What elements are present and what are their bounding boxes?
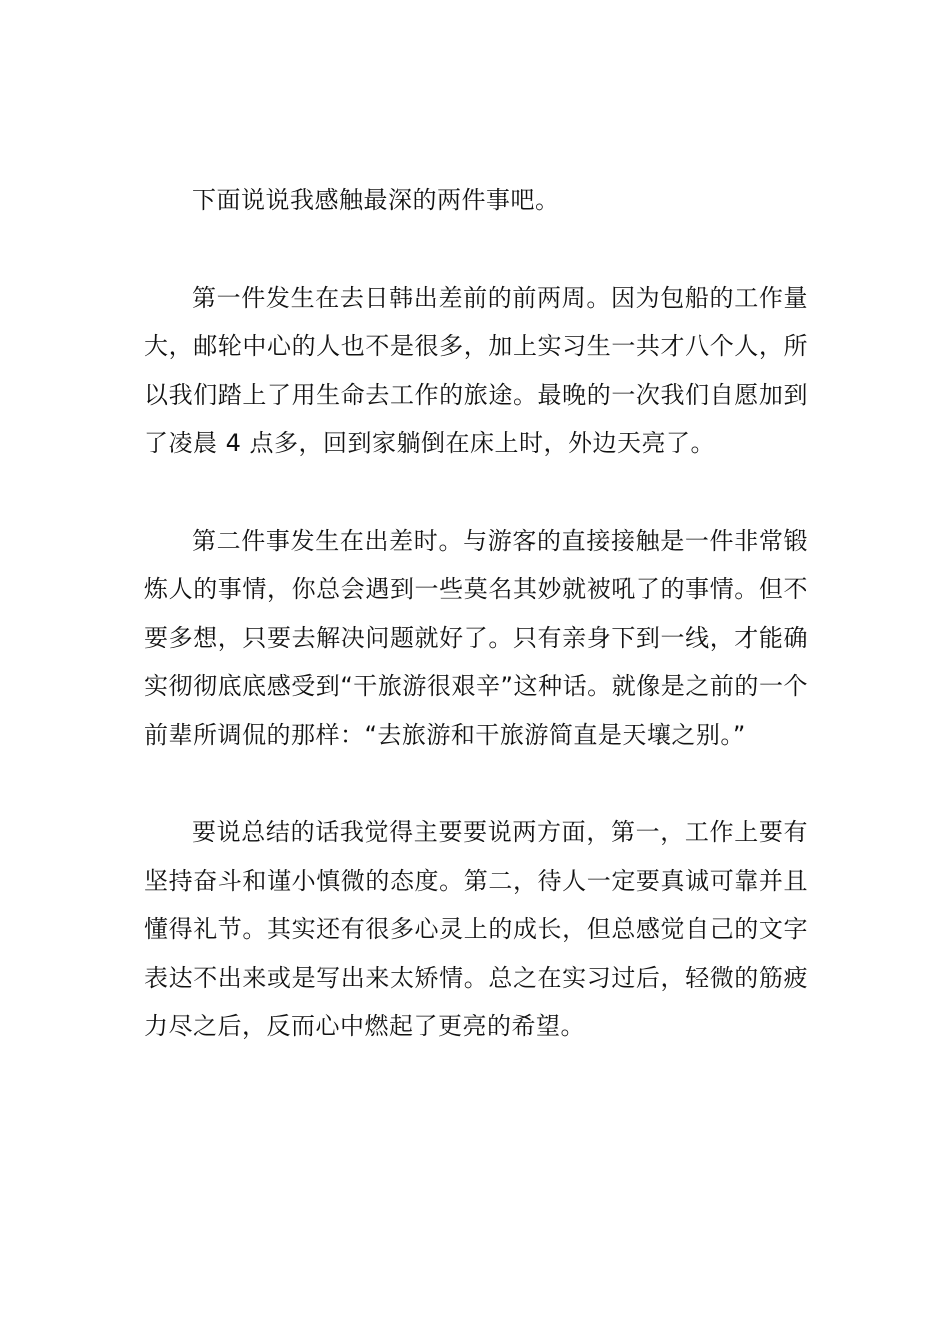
document-body (144, 176, 808, 1100)
paragraph-intro: 下面说说我感触最深的两件事吧。 (192, 186, 560, 214)
paragraph-summary: 要说总结的话我觉得主要要说两方面，第一，工作上要有坚持奋斗和谨小慎微的态度。第二，待人一定要真诚可靠并且懂得礼节。其实还有很多心灵上的成长，但总感觉自己的文字表达不出来或是写出来太矫情。总之在实习过后，轻微的筋疲力尽之后，反而心中燃起了更亮的希望。 (144, 818, 808, 1040)
paragraph-second-event: 第二件事发生在出差时。与游客的直接接触是一件非常锻炼人的事情，你总会遇到一些莫名其妙就被吼了的事情。但不要多想，只要去解决问题就好了。只有亲身下到一线，才能确实彻彻底底感受到“干旅游很艰辛”这种话。就像是之前的一个前辈所调侃的那样：“去旅游和干旅游简直是天壤之别。” (144, 526, 808, 749)
paragraph-first-event: 第一件发生在去日韩出差前的前两周。因为包船的工作量大，邮轮中心的人也不是很多，加上实习生一共才八个人，所以我们踏上了用生命去工作的旅途。最晚的一次我们自愿加到了凌晨 4 点多，回到家躺倒在床上时，外边天亮了。 (144, 283, 808, 457)
